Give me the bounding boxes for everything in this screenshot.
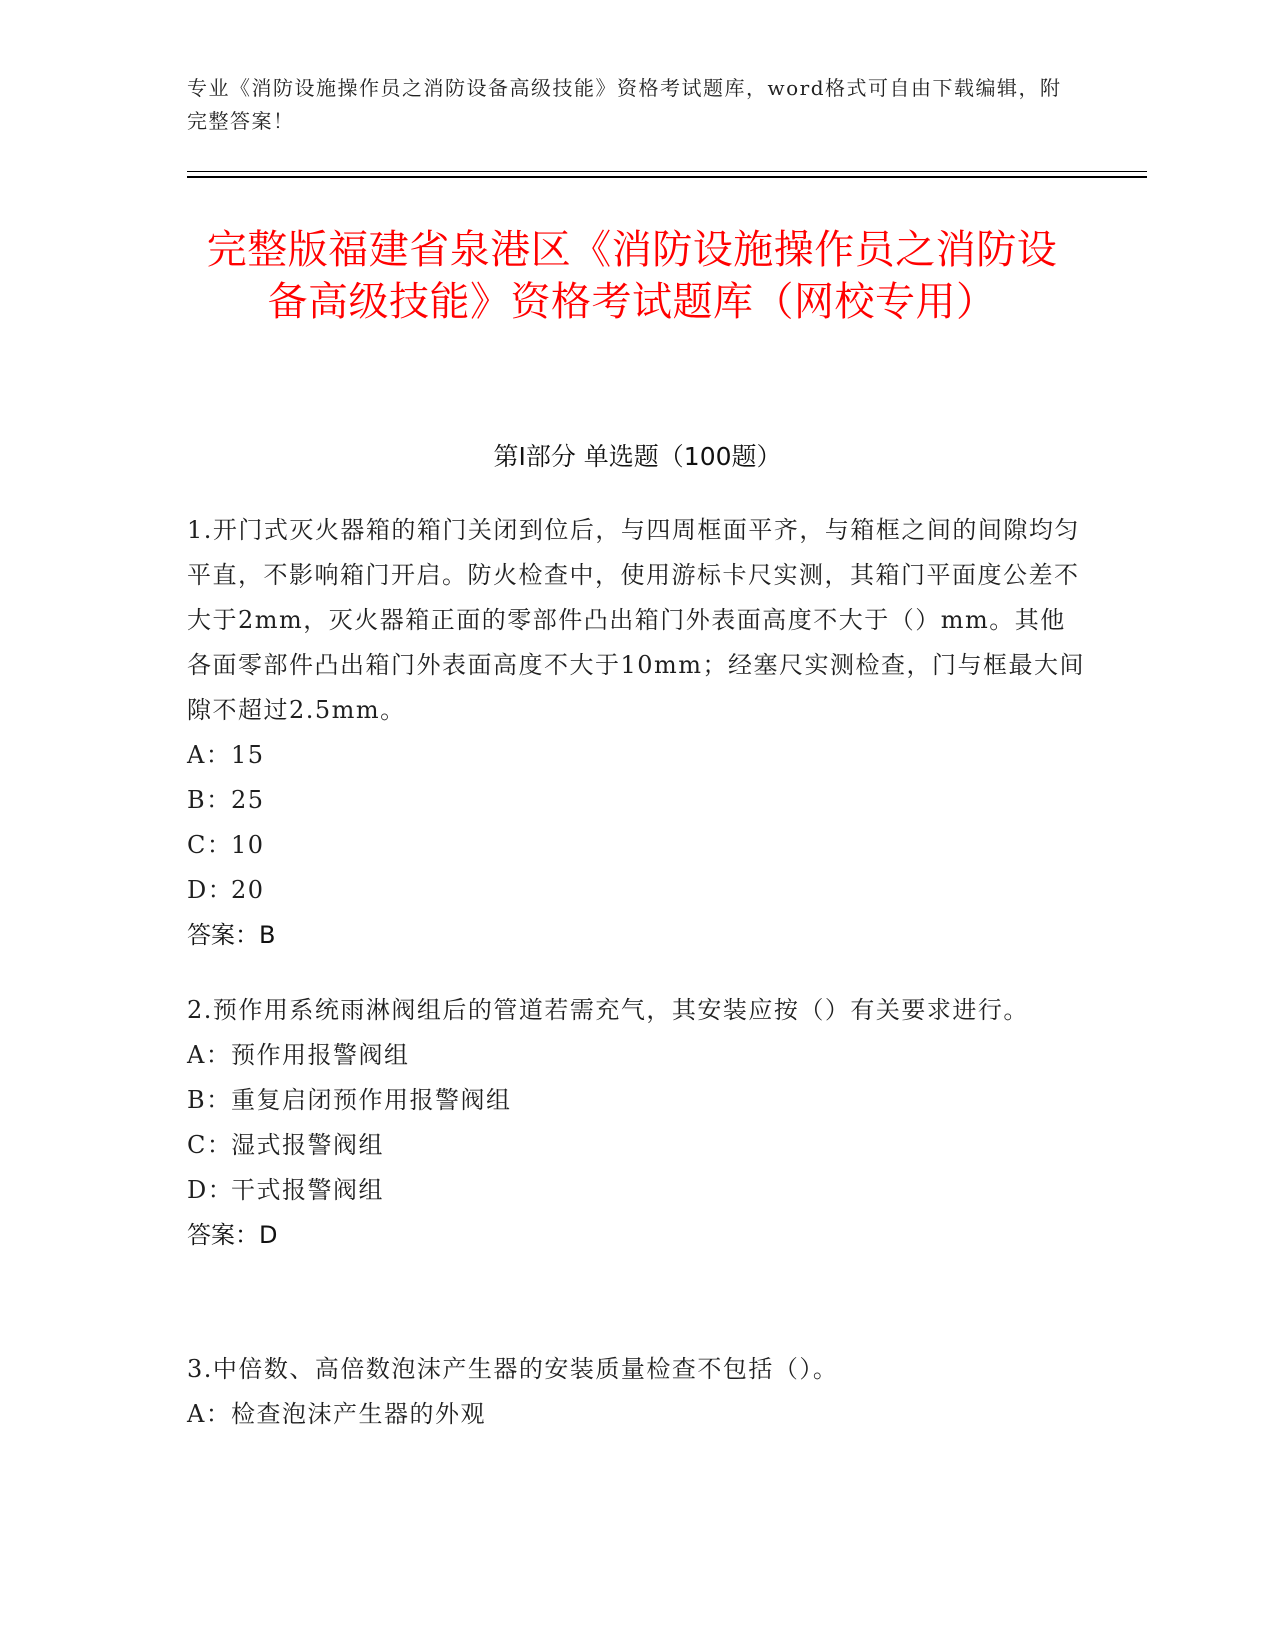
option-text: 干式报警阀组	[231, 1176, 384, 1204]
option-key: A：	[187, 1041, 232, 1069]
option-a	[187, 1033, 1087, 1078]
option-key: C：	[187, 831, 233, 859]
option-key: A：	[187, 1400, 232, 1428]
option-key: B：	[187, 1086, 232, 1114]
option-text: 20	[231, 876, 265, 904]
option-text: 15	[231, 741, 265, 769]
answer-line: 答案：B	[187, 921, 276, 949]
option-text: 湿式报警阀组	[231, 1131, 384, 1159]
option-c	[187, 1123, 1087, 1168]
option-key: B：	[187, 786, 232, 814]
option-text: 10	[231, 831, 265, 859]
header-divider-thin	[187, 171, 1147, 172]
question-2	[187, 988, 1087, 1258]
question-1	[187, 508, 1087, 958]
option-text: 预作用报警阀组	[231, 1041, 410, 1069]
section-heading: 第Ⅰ部分 单选题（100题）	[493, 442, 782, 471]
question-3	[187, 1347, 1087, 1437]
answer-line: 答案：D	[187, 1221, 278, 1249]
option-b	[187, 1078, 1087, 1123]
option-key: C：	[187, 1131, 233, 1159]
option-text: 检查泡沫产生器的外观	[231, 1400, 486, 1428]
option-c	[187, 823, 1087, 868]
question-stem: 1.开门式灭火器箱的箱门关闭到位后，与四周框面平齐，与箱框之间的间隙均匀平直，不影响箱门开启。防火检查中，使用游标卡尺实测，其箱门平面度公差不大于2mm，灭火器箱正面的零部件凸出箱门外表面高度不大于（）mm。其他各面零部件凸出箱门外表面高度不大于10mm；经塞尺实测检查，门与框最大间隙不超过2.5mm。	[187, 516, 1086, 724]
question-stem: 2.预作用系统雨淋阀组后的管道若需充气，其安装应按（）有关要求进行。	[187, 996, 1029, 1024]
option-text: 25	[231, 786, 265, 814]
option-key: A：	[187, 741, 232, 769]
option-key: D：	[187, 1176, 234, 1204]
option-b	[187, 778, 1087, 823]
option-d	[187, 1168, 1087, 1213]
header-divider-thick	[187, 176, 1147, 178]
option-key: D：	[187, 876, 234, 904]
question-stem: 3.中倍数、高倍数泡沫产生器的安装质量检查不包括（）。	[187, 1355, 839, 1383]
header-note: 专业《消防设施操作员之消防设备高级技能》资格考试题库，word格式可自由下载编辑，附完整答案！	[187, 76, 1062, 133]
option-a	[187, 733, 1087, 778]
document-title: 完整版福建省泉港区《消防设施操作员之消防设备高级技能》资格考试题库（网校专用）	[206, 227, 1058, 325]
option-a	[187, 1392, 1087, 1437]
option-text: 重复启闭预作用报警阀组	[231, 1086, 512, 1114]
option-d	[187, 868, 1087, 913]
